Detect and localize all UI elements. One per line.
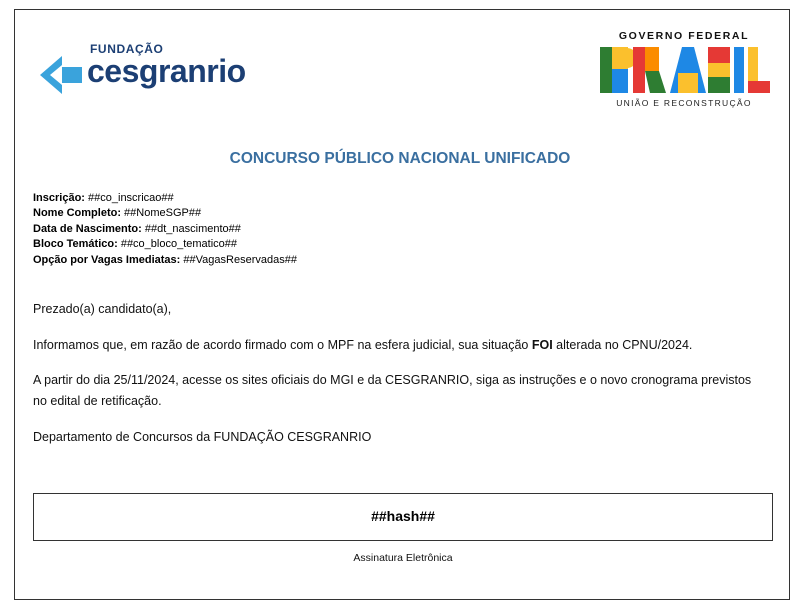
greeting-paragraph: Prezado(a) candidato(a), bbox=[33, 302, 172, 316]
signature-caption: Assinatura Eletrônica bbox=[353, 552, 453, 564]
field-bloco-tematico bbox=[33, 237, 297, 252]
status-text-before: Informamos que, em razão de acordo firmado com o MPF na esfera judicial, sua situação bbox=[33, 338, 532, 352]
field-label: Inscrição: bbox=[33, 192, 85, 204]
field-inscricao bbox=[33, 191, 297, 206]
status-text-bold: FOI bbox=[531, 338, 553, 352]
field-opcao-vagas bbox=[33, 253, 297, 268]
document-title: CONCURSO PÚBLICO NACIONAL UNIFICADO bbox=[229, 150, 571, 167]
field-label: Bloco Temático: bbox=[33, 238, 118, 251]
governo-federal-logo bbox=[598, 30, 773, 112]
signature-hash: ##hash## bbox=[371, 508, 435, 524]
field-label: Nome Completo: bbox=[33, 207, 121, 220]
candidate-fields bbox=[33, 191, 297, 268]
field-label: Data de Nascimento: bbox=[33, 222, 142, 235]
field-value: ##VagasReservadas## bbox=[180, 253, 297, 266]
field-value: ##NomeSGP## bbox=[121, 207, 202, 220]
cesgranrio-logo bbox=[40, 41, 270, 97]
field-value: ##dt_nascimento## bbox=[141, 222, 241, 235]
field-value: ##co_bloco_tematico## bbox=[117, 238, 238, 251]
gov-federal-text: GOVERNO FEDERAL bbox=[618, 30, 750, 42]
field-nome-completo bbox=[33, 206, 297, 221]
field-label: Opção por Vagas Imediatas: bbox=[33, 253, 181, 266]
signature-hash-box bbox=[33, 493, 773, 541]
status-paragraph bbox=[33, 335, 692, 356]
field-data-nascimento bbox=[33, 222, 297, 237]
signoff-paragraph: Departamento de Concursos da FUNDAÇÃO CESGRANRIO bbox=[33, 430, 372, 444]
instructions-paragraph: A partir do dia 25/11/2024, acesse os sites oficiais do MGI e da CESGRANRIO, siga as instruções e o novo cronograma previstos no edital de retificação. bbox=[33, 373, 752, 408]
cesgranrio-arrow-icon bbox=[40, 56, 82, 94]
logo-foundation-text: FUNDAÇÃO bbox=[90, 42, 164, 56]
uniao-reconstrucao-text: UNIÃO E RECONSTRUÇÃO bbox=[616, 98, 752, 108]
brasil-wordmark-graphic bbox=[600, 47, 770, 93]
logo-brand-text: cesgranrio bbox=[87, 53, 246, 89]
status-text-after: alterada no CPNU/2024. bbox=[552, 338, 693, 352]
field-value: ##co_inscricao## bbox=[84, 192, 174, 204]
